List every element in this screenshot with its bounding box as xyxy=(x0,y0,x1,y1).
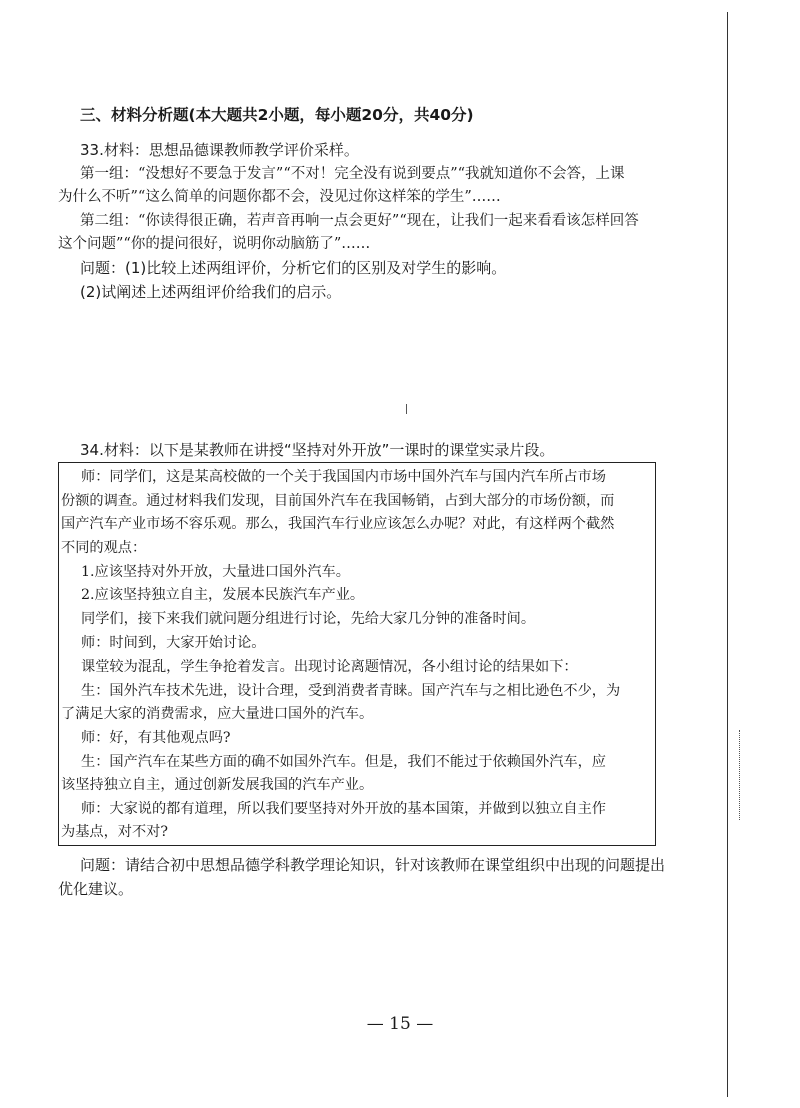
q34-question-line1: 问题：请结合初中思想品德学科教学理论知识，针对该教师在课堂组织中出现的问题提出 xyxy=(80,856,666,874)
transcript-line: 师：好，有其他观点吗? xyxy=(81,730,231,746)
transcript-line: 生：国外汽车技术先进，设计合理，受到消费者青睐。国产汽车与之相比逊色不少，为 xyxy=(81,683,621,699)
q34-intro: 34.材料：以下是某教师在讲授“坚持对外开放”一课时的课堂实录片段。 xyxy=(80,441,555,459)
scan-dotted-mark xyxy=(739,730,741,820)
q33-group1-line1: 第一组：“没想好不要急于发言”“不对！完全没有说到要点”“我就知道你不会答，上课 xyxy=(80,166,625,182)
transcript-line: 为基点，对不对? xyxy=(61,824,168,840)
transcript-line: 师：大家说的都有道理，所以我们要坚持对外开放的基本国策，并做到以独立自主作 xyxy=(81,801,606,817)
q33-question-2: (2)试阐述上述两组评价给我们的启示。 xyxy=(80,283,342,301)
transcript-line: 师：同学们，这是某高校做的一个关于我国国内市场中国外汽车与国内汽车所占市场 xyxy=(81,469,606,485)
transcript-line: 同学们，接下来我们就问题分组进行讨论，先给大家几分钟的准备时间。 xyxy=(81,611,536,627)
transcript-line: 不同的观点： xyxy=(61,540,147,556)
transcript-line: 师：时间到，大家开始讨论。 xyxy=(81,635,266,651)
classroom-transcript-box xyxy=(58,462,656,846)
transcript-line: 课堂较为混乱，学生争抢着发言。出现讨论离题情况，各小组讨论的结果如下： xyxy=(81,659,578,675)
scan-stray-mark xyxy=(406,404,407,414)
scan-edge-line xyxy=(727,12,728,1097)
page-number: — 15 — xyxy=(366,1014,434,1034)
section-heading: 三、材料分析题(本大题共2小题，每小题20分，共40分) xyxy=(80,106,474,124)
transcript-line: 该坚持独立自主，通过创新发展我国的汽车产业。 xyxy=(61,777,374,793)
transcript-line: 份额的调查。通过材料我们发现，目前国外汽车在我国畅销，占到大部分的市场份额，而 xyxy=(61,493,615,509)
transcript-line: 生：国产汽车在某些方面的确不如国外汽车。但是，我们不能过于依赖国外汽车，应 xyxy=(81,754,606,770)
q33-intro: 33.材料：思想品德课教师教学评价采样。 xyxy=(80,141,359,159)
q33-group2-line2: 这个问题”“你的提问很好，说明你动脑筋了”…… xyxy=(58,236,371,252)
q33-group1-line2: 为什么不听”“这么简单的问题你都不会，没见过你这样笨的学生”…… xyxy=(58,189,501,205)
transcript-line: 1.应该坚持对外开放，大量进口国外汽车。 xyxy=(81,564,350,580)
q33-group2-line1: 第二组：“你读得很正确，若声音再响一点会更好”“现在，让我们一起来看看该怎样回答 xyxy=(80,213,639,229)
transcript-line: 国产汽车产业市场不容乐观。那么，我国汽车行业应该怎么办呢？对此，有这样两个截然 xyxy=(61,516,615,532)
transcript-line: 了满足大家的消费需求，应大量进口国外的汽车。 xyxy=(61,706,374,722)
transcript-line: 2.应该坚持独立自主，发展本民族汽车产业。 xyxy=(81,587,365,603)
q33-question-1: 问题：(1)比较上述两组评价，分析它们的区别及对学生的影响。 xyxy=(80,259,507,277)
q34-question-line2: 优化建议。 xyxy=(58,880,134,898)
